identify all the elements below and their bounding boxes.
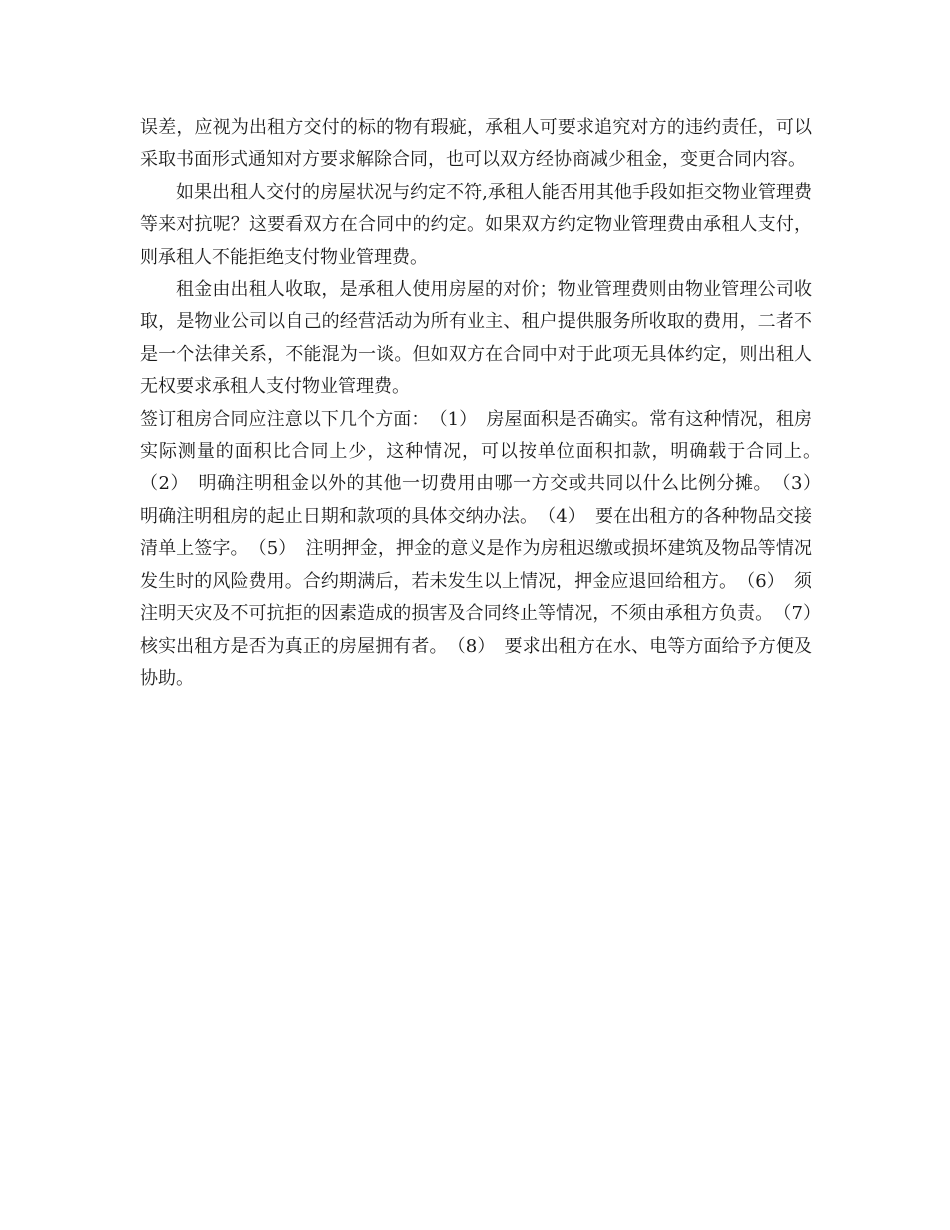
paragraph-property-fee-dispute: 如果出租人交付的房屋状况与约定不符,承租人能否用其他手段如拒交物业管理费等来对抗呢？这要看双方在合同中的约定。如果双方约定物业管理费由承租人支付，则承租人不能拒绝支付物业管理费。 bbox=[140, 181, 812, 268]
document-body bbox=[140, 112, 830, 695]
paragraph-continuation: 误差，应视为出租方交付的标的物有瑕疵，承租人可要求追究对方的违约责任，可以采取书面形式通知对方要求解除合同，也可以双方经协商减少租金，变更合同内容。 bbox=[140, 117, 812, 171]
paragraph-contract-checklist: 签订租房合同应注意以下几个方面： （1） 房屋面积是否确实。常有这种情况，租房实际测量的面积比合同上少，这种情况，可以按单位面积扣款，明确载于合同上。 （2） 明确注明租金以外的其他一切费用由哪一方交或共同以什么比例分摊。 （3） 明确注明租房的起止日期和款项的具体交纳办法。 （4） 要在出租方的各种物品交接清单上签字。 （5） 注明押金，押金的意义是作为房租迟缴或损坏建筑及物品等情况发生时的风险费用。合约期满后，若未发生以上情况，押金应退回给租方。 （6） 须注明天灾及不可抗拒的因素造成的损害及合同终止等情况，不须由承租方负责。 （7） 核实出租方是否为真正的房屋拥有者。 （8） 要求出租方在水、电等方面给予方便及协助。 bbox=[140, 408, 830, 689]
paragraph-rent-vs-property-fee: 租金由出租人收取，是承租人使用房屋的对价；物业管理费则由物业管理公司收取，是物业公司以自己的经营活动为所有业主、租户提供服务所收取的费用，二者不是一个法律关系，不能混为一谈。但如双方在合同中对于此项无具体约定，则出租人无权要求承租人支付物业管理费。 bbox=[140, 279, 812, 398]
